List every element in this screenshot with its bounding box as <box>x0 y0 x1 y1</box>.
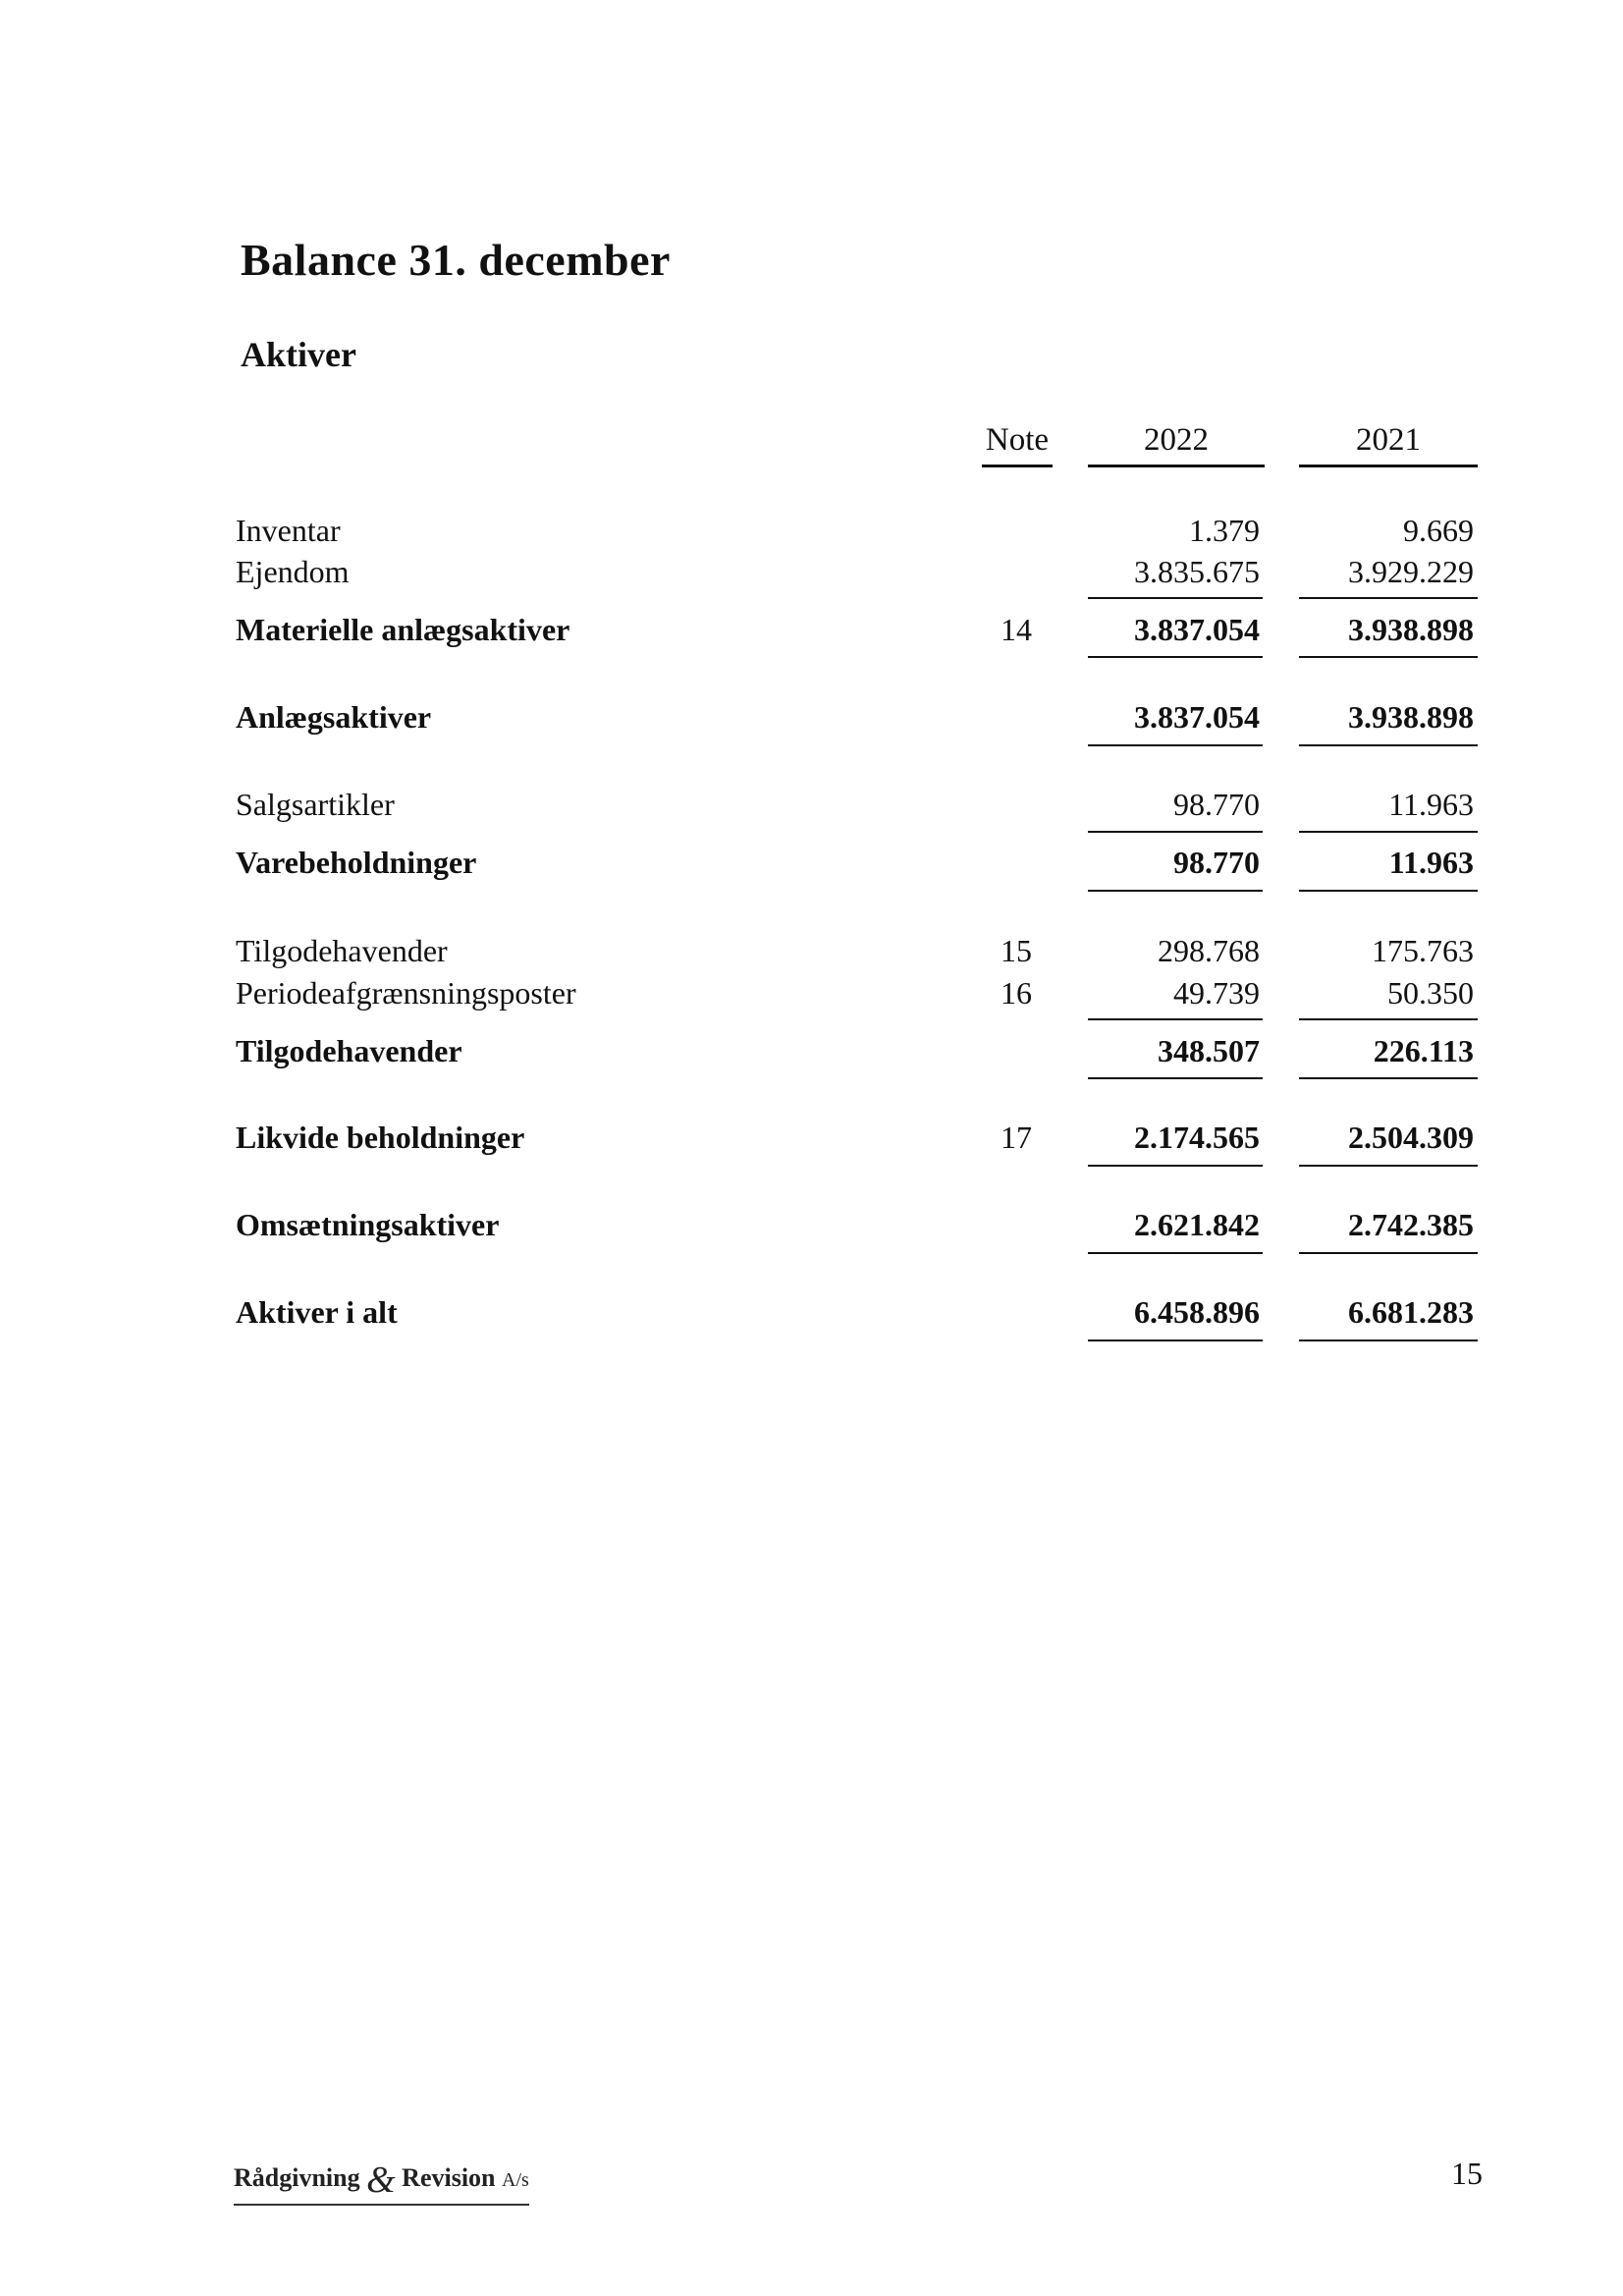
logo-text-part1: Rådgivning <box>234 2163 360 2192</box>
table-row-subtotal <box>0 612 1623 655</box>
table-row-subtotal <box>0 1033 1623 1076</box>
grand-total-rule <box>1299 1339 1478 1341</box>
table-row-total <box>0 1207 1623 1250</box>
row-value-prior: 2.504.309 <box>1348 1120 1474 1155</box>
row-value-current: 298.768 <box>1158 933 1260 968</box>
row-value-current: 3.837.054 <box>1134 699 1260 735</box>
row-value-current: 1.379 <box>1189 513 1260 548</box>
row-value-prior: 226.113 <box>1373 1033 1474 1068</box>
subtotal-rule <box>1088 597 1263 599</box>
table-row <box>0 787 1623 830</box>
total-rule <box>1299 744 1478 746</box>
row-value-current: 98.770 <box>1173 787 1260 822</box>
row-label: Tilgodehavender <box>236 1033 462 1068</box>
row-label: Anlægsaktiver <box>236 699 432 735</box>
row-note: 16 <box>1001 975 1032 1011</box>
row-label: Omsætningsaktiver <box>236 1207 500 1242</box>
row-value-prior: 11.963 <box>1388 845 1474 880</box>
section-heading: Aktiver <box>241 335 356 374</box>
subtotal-rule <box>1299 597 1478 599</box>
row-label: Inventar <box>236 513 341 548</box>
row-label: Tilgodehavender <box>236 933 448 968</box>
table-row <box>0 513 1623 556</box>
table-row <box>0 554 1623 597</box>
subtotal-rule <box>1088 831 1263 833</box>
total-rule <box>1088 656 1263 658</box>
subtotal-rule <box>1299 1018 1478 1020</box>
row-value-prior: 6.681.283 <box>1348 1294 1474 1330</box>
row-note: 14 <box>1001 612 1032 647</box>
total-rule <box>1299 890 1478 892</box>
total-rule <box>1088 890 1263 892</box>
row-label: Aktiver i alt <box>236 1294 398 1330</box>
row-label: Varebeholdninger <box>236 845 477 880</box>
column-header-year-current: 2022 <box>1088 422 1265 467</box>
subtotal-rule <box>1299 831 1478 833</box>
column-header-note: Note <box>982 422 1053 467</box>
logo-suffix: A/s <box>502 2169 529 2191</box>
page-number: 15 <box>1451 2156 1483 2191</box>
row-value-prior: 175.763 <box>1372 933 1474 968</box>
row-label: Ejendom <box>236 554 350 589</box>
grand-total-rule <box>1088 1339 1263 1341</box>
row-value-current: 3.837.054 <box>1134 612 1260 647</box>
total-rule <box>1299 1165 1478 1167</box>
table-row <box>0 975 1623 1018</box>
total-rule <box>1299 1252 1478 1254</box>
row-value-prior: 2.742.385 <box>1348 1207 1474 1242</box>
total-rule <box>1299 1077 1478 1079</box>
row-note: 17 <box>1001 1120 1032 1155</box>
row-value-current: 6.458.896 <box>1134 1294 1260 1330</box>
total-rule <box>1088 744 1263 746</box>
row-value-prior: 3.938.898 <box>1348 612 1474 647</box>
total-rule <box>1088 1077 1263 1079</box>
row-value-prior: 11.963 <box>1388 787 1474 822</box>
column-header-year-prior: 2021 <box>1299 422 1478 467</box>
row-label: Materielle anlægsaktiver <box>236 612 570 647</box>
row-value-current: 3.835.675 <box>1134 554 1260 589</box>
logo-text-part2: Revision <box>402 2163 496 2192</box>
row-note: 15 <box>1001 933 1032 968</box>
table-row-subtotal <box>0 845 1623 888</box>
row-label: Periodeafgrænsningsposter <box>236 975 576 1011</box>
logo-ampersand: & <box>366 2159 396 2201</box>
table-row-total <box>0 699 1623 742</box>
total-rule <box>1088 1165 1263 1167</box>
row-label: Salgsartikler <box>236 787 395 822</box>
row-value-current: 2.621.842 <box>1134 1207 1260 1242</box>
page-title: Balance 31. december <box>241 235 671 285</box>
company-logo <box>234 2159 529 2206</box>
row-value-prior: 3.938.898 <box>1348 699 1474 735</box>
total-rule <box>1088 1252 1263 1254</box>
row-value-current: 49.739 <box>1173 975 1260 1011</box>
row-value-prior: 50.350 <box>1387 975 1474 1011</box>
total-rule <box>1299 656 1478 658</box>
row-value-current: 98.770 <box>1173 845 1260 880</box>
subtotal-rule <box>1088 1018 1263 1020</box>
table-row-total <box>0 1120 1623 1163</box>
row-value-prior: 3.929.229 <box>1348 554 1474 589</box>
table-row-grand-total <box>0 1294 1623 1338</box>
row-value-prior: 9.669 <box>1403 513 1474 548</box>
row-value-current: 2.174.565 <box>1134 1120 1260 1155</box>
table-row <box>0 933 1623 976</box>
row-value-current: 348.507 <box>1158 1033 1260 1068</box>
row-label: Likvide beholdninger <box>236 1120 525 1155</box>
